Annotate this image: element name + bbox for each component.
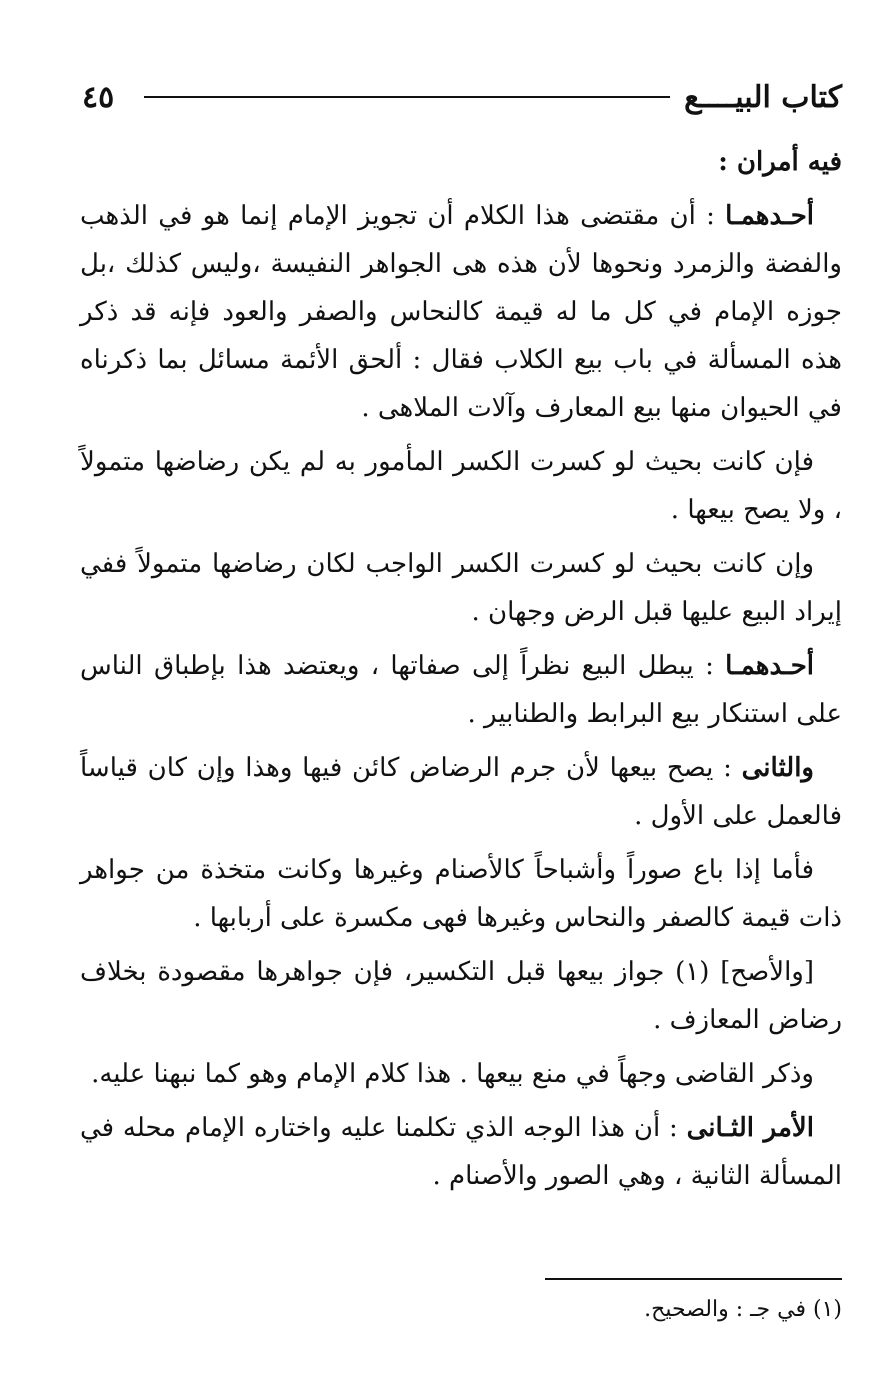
paragraph: [والأصح] (١) جواز بيعها قبل التكسير، فإن جواهرها مقصودة بخلاف رضاض المعازف . [80,957,842,1035]
paragraph: أحـدهمـا : يبطل البيع نظراً إلى صفاتها ، ويعتضد هذا بإطباق الناس على استنكار بيع البرابط والطنابير . [80,651,842,729]
paragraph: وذكر القاضى وجهاً في منع بيعها . هذا كلام الإمام وهو كما نبهنا عليه. [91,1059,814,1089]
paragraph: وإن كانت بحيث لو كسرت الكسر الواجب لكان رضاضها متمولاً ففي إيراد البيع عليها قبل الرض وجهان . [80,549,842,627]
main-text [80,138,842,1206]
footnote: (١) في جـ : والصحيح. [644,1297,842,1322]
paragraph: الأمر الثـانى : أن هذا الوجه الذي تكلمنا عليه واختاره الإمام محله في المسألة الثانية ، وهي الصور والأصنام . [80,1113,842,1191]
paragraph: والثانى : يصح بيعها لأن جرم الرضاض كائن فيها وهذا وإن كان قياساً فالعمل على الأول . [80,753,842,831]
footnote-separator [545,1278,842,1280]
page-number: ٤٥ [82,79,115,115]
header-rule [144,96,670,98]
running-header [82,72,842,122]
paragraph: فيه أمران : [718,147,842,177]
paragraph: فأما إذا باع صوراً وأشباحاً كالأصنام وغيرها وكانت متخذة من جواهر ذات قيمة كالصفر والنحاس وغيرها فهى مكسرة على أربابها . [80,855,842,933]
paragraph: أحـدهمـا : أن مقتضى هذا الكلام أن تجويز الإمام إنما هو في الذهب والفضة والزمرد ونحوها لأن هذه هى الجواهر النفيسة ،وليس كذلك ،بل جوزه الإمام في كل ما له قيمة كالنحاس والصفر والعود فإنه قد ذكر هذه المسألة في باب بيع الكلاب فقال : ألحق الأئمة مسائل بما ذكرناه في الحيوان منها بيع المعارف وآلات الملاهى . [80,201,842,423]
paragraph: فإن كانت بحيث لو كسرت الكسر المأمور به لم يكن رضاضها متمولاً ، ولا يصح بيعها . [80,447,842,525]
chapter-title: كتاب البيــــع [684,79,842,115]
